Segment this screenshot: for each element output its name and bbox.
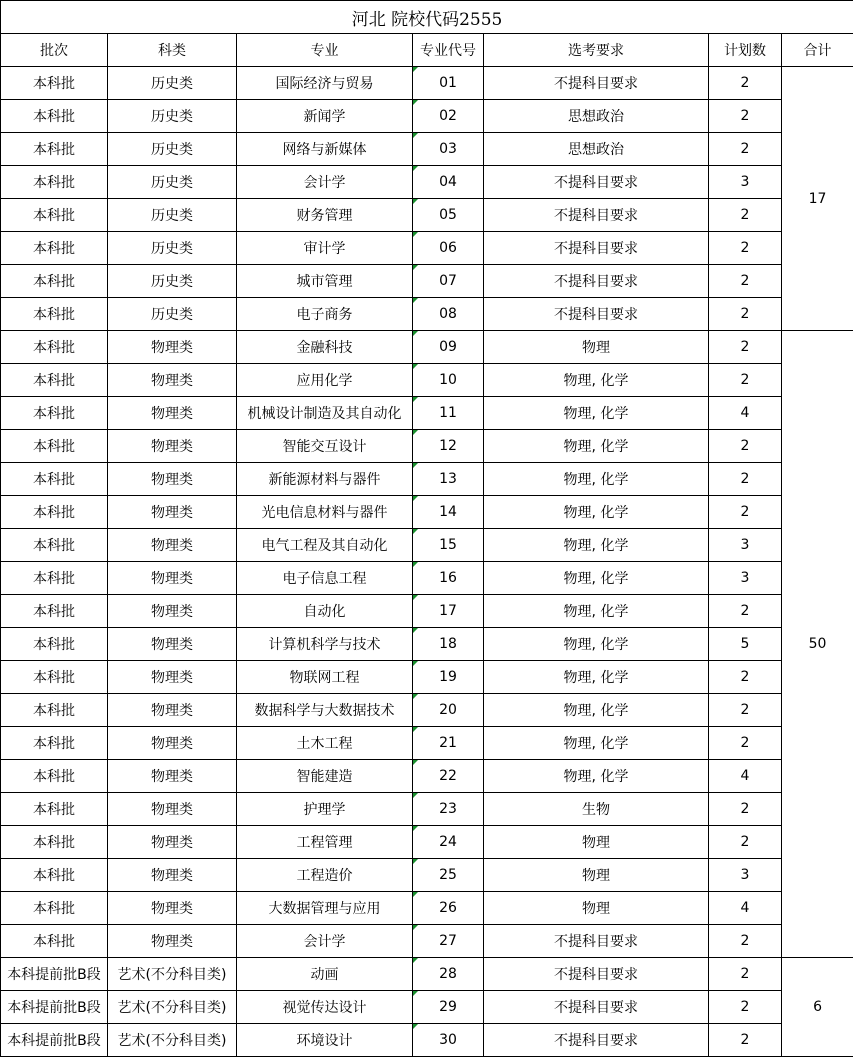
header-row [1, 34, 853, 67]
major-cell: 计算机科学与技术 [237, 628, 413, 661]
subject-requirement-cell: 不提科目要求 [484, 1024, 709, 1057]
header-category: 科类 [108, 34, 237, 67]
table-row [1, 793, 853, 826]
major-code-cell: 04 [413, 166, 484, 199]
major-code-cell: 03 [413, 133, 484, 166]
subject-requirement-cell: 生物 [484, 793, 709, 826]
subject-requirement-cell: 不提科目要求 [484, 232, 709, 265]
table-row [1, 397, 853, 430]
subject-requirement-cell: 物理, 化学 [484, 562, 709, 595]
plan-count-cell: 2 [709, 430, 782, 463]
major-code-cell: 21 [413, 727, 484, 760]
plan-count-cell: 2 [709, 67, 782, 100]
major-code-cell: 28 [413, 958, 484, 991]
major-cell: 新闻学 [237, 100, 413, 133]
category-cell: 物理类 [108, 496, 237, 529]
major-code-cell: 10 [413, 364, 484, 397]
major-code-cell: 26 [413, 892, 484, 925]
plan-count-cell: 2 [709, 265, 782, 298]
major-code-cell: 19 [413, 661, 484, 694]
category-cell: 物理类 [108, 760, 237, 793]
subject-requirement-cell: 物理, 化学 [484, 463, 709, 496]
table-row [1, 199, 853, 232]
category-cell: 历史类 [108, 166, 237, 199]
category-cell: 物理类 [108, 463, 237, 496]
batch-cell: 本科批 [1, 166, 108, 199]
major-code-cell: 12 [413, 430, 484, 463]
table-row [1, 760, 853, 793]
category-cell: 历史类 [108, 100, 237, 133]
batch-cell: 本科批 [1, 331, 108, 364]
plan-count-cell: 2 [709, 133, 782, 166]
subject-requirement-cell: 思想政治 [484, 133, 709, 166]
batch-cell: 本科批 [1, 265, 108, 298]
major-cell: 工程造价 [237, 859, 413, 892]
category-cell: 历史类 [108, 232, 237, 265]
major-cell: 智能建造 [237, 760, 413, 793]
plan-count-cell: 2 [709, 991, 782, 1024]
batch-cell: 本科批 [1, 760, 108, 793]
major-cell: 工程管理 [237, 826, 413, 859]
batch-cell: 本科提前批B段 [1, 991, 108, 1024]
plan-count-cell: 2 [709, 232, 782, 265]
plan-count-cell: 2 [709, 793, 782, 826]
table-row [1, 694, 853, 727]
major-code-cell: 02 [413, 100, 484, 133]
category-cell: 物理类 [108, 529, 237, 562]
category-cell: 物理类 [108, 925, 237, 958]
category-cell: 艺术(不分科目类) [108, 958, 237, 991]
major-code-cell: 22 [413, 760, 484, 793]
batch-cell: 本科批 [1, 628, 108, 661]
plan-count-cell: 4 [709, 892, 782, 925]
plan-count-cell: 2 [709, 463, 782, 496]
category-cell: 艺术(不分科目类) [108, 1024, 237, 1057]
table-row [1, 430, 853, 463]
category-cell: 历史类 [108, 298, 237, 331]
table-row [1, 463, 853, 496]
plan-count-cell: 2 [709, 100, 782, 133]
category-cell: 艺术(不分科目类) [108, 991, 237, 1024]
subject-requirement-cell: 物理, 化学 [484, 364, 709, 397]
major-code-cell: 01 [413, 67, 484, 100]
table-row [1, 925, 853, 958]
table-row [1, 661, 853, 694]
subject-requirement-cell: 物理, 化学 [484, 430, 709, 463]
subject-requirement-cell: 物理 [484, 331, 709, 364]
major-code-cell: 30 [413, 1024, 484, 1057]
table-row [1, 265, 853, 298]
plan-count-cell: 2 [709, 595, 782, 628]
major-code-cell: 27 [413, 925, 484, 958]
major-cell: 机械设计制造及其自动化 [237, 397, 413, 430]
subject-requirement-cell: 不提科目要求 [484, 298, 709, 331]
major-cell: 智能交互设计 [237, 430, 413, 463]
table-row [1, 67, 853, 100]
plan-count-cell: 2 [709, 694, 782, 727]
table-row [1, 1024, 853, 1057]
subject-requirement-cell: 思想政治 [484, 100, 709, 133]
category-cell: 物理类 [108, 628, 237, 661]
major-code-cell: 09 [413, 331, 484, 364]
major-code-cell: 07 [413, 265, 484, 298]
subject-requirement-cell: 物理, 化学 [484, 628, 709, 661]
batch-cell: 本科批 [1, 463, 108, 496]
subject-requirement-cell: 不提科目要求 [484, 199, 709, 232]
subject-requirement-cell: 物理, 化学 [484, 694, 709, 727]
category-cell: 物理类 [108, 892, 237, 925]
header-major-code: 专业代号 [413, 34, 484, 67]
subject-requirement-cell: 物理, 化学 [484, 397, 709, 430]
batch-cell: 本科批 [1, 529, 108, 562]
batch-cell: 本科批 [1, 133, 108, 166]
table-row [1, 133, 853, 166]
plan-count-cell: 4 [709, 397, 782, 430]
header-subject-requirement: 选考要求 [484, 34, 709, 67]
major-code-cell: 29 [413, 991, 484, 1024]
category-cell: 物理类 [108, 397, 237, 430]
major-cell: 大数据管理与应用 [237, 892, 413, 925]
plan-count-cell: 2 [709, 199, 782, 232]
table-row [1, 562, 853, 595]
table-row [1, 232, 853, 265]
major-cell: 新能源材料与器件 [237, 463, 413, 496]
plan-count-cell: 2 [709, 727, 782, 760]
subject-requirement-cell: 物理, 化学 [484, 529, 709, 562]
batch-cell: 本科批 [1, 661, 108, 694]
plan-count-cell: 2 [709, 364, 782, 397]
batch-cell: 本科提前批B段 [1, 958, 108, 991]
major-code-cell: 05 [413, 199, 484, 232]
category-cell: 物理类 [108, 826, 237, 859]
table-row [1, 727, 853, 760]
batch-cell: 本科批 [1, 694, 108, 727]
subject-requirement-cell: 物理, 化学 [484, 595, 709, 628]
subject-requirement-cell: 物理 [484, 892, 709, 925]
major-code-cell: 17 [413, 595, 484, 628]
batch-cell: 本科批 [1, 298, 108, 331]
batch-cell: 本科批 [1, 496, 108, 529]
major-cell: 会计学 [237, 925, 413, 958]
table-row [1, 364, 853, 397]
table-row [1, 595, 853, 628]
subject-requirement-cell: 不提科目要求 [484, 67, 709, 100]
batch-cell: 本科批 [1, 232, 108, 265]
table-row [1, 298, 853, 331]
category-cell: 物理类 [108, 331, 237, 364]
header-plan-count: 计划数 [709, 34, 782, 67]
table-row [1, 331, 853, 364]
plan-count-cell: 2 [709, 661, 782, 694]
batch-cell: 本科批 [1, 727, 108, 760]
batch-cell: 本科批 [1, 364, 108, 397]
major-cell: 护理学 [237, 793, 413, 826]
batch-cell: 本科批 [1, 826, 108, 859]
plan-count-cell: 5 [709, 628, 782, 661]
major-cell: 电气工程及其自动化 [237, 529, 413, 562]
subject-requirement-cell: 不提科目要求 [484, 265, 709, 298]
batch-cell: 本科批 [1, 67, 108, 100]
batch-cell: 本科批 [1, 562, 108, 595]
table-row [1, 892, 853, 925]
batch-cell: 本科批 [1, 100, 108, 133]
plan-count-cell: 2 [709, 298, 782, 331]
major-code-cell: 06 [413, 232, 484, 265]
major-cell: 网络与新媒体 [237, 133, 413, 166]
category-cell: 历史类 [108, 67, 237, 100]
plan-count-cell: 2 [709, 1024, 782, 1057]
major-cell: 视觉传达设计 [237, 991, 413, 1024]
subject-requirement-cell: 不提科目要求 [484, 925, 709, 958]
header-batch: 批次 [1, 34, 108, 67]
plan-count-cell: 4 [709, 760, 782, 793]
group-total-cell: 50 [782, 331, 853, 958]
table-body [1, 67, 853, 1057]
major-cell: 应用化学 [237, 364, 413, 397]
table-row [1, 166, 853, 199]
table-row [1, 958, 853, 991]
category-cell: 历史类 [108, 265, 237, 298]
major-code-cell: 23 [413, 793, 484, 826]
batch-cell: 本科批 [1, 199, 108, 232]
major-cell: 国际经济与贸易 [237, 67, 413, 100]
category-cell: 历史类 [108, 133, 237, 166]
major-cell: 数据科学与大数据技术 [237, 694, 413, 727]
subject-requirement-cell: 物理, 化学 [484, 760, 709, 793]
batch-cell: 本科批 [1, 397, 108, 430]
category-cell: 物理类 [108, 562, 237, 595]
major-code-cell: 14 [413, 496, 484, 529]
table-row [1, 826, 853, 859]
subject-requirement-cell: 物理, 化学 [484, 661, 709, 694]
major-cell: 审计学 [237, 232, 413, 265]
major-code-cell: 11 [413, 397, 484, 430]
major-cell: 光电信息材料与器件 [237, 496, 413, 529]
group-total-cell: 17 [782, 67, 853, 331]
subject-requirement-cell: 不提科目要求 [484, 991, 709, 1024]
plan-count-cell: 2 [709, 925, 782, 958]
plan-count-cell: 3 [709, 562, 782, 595]
major-code-cell: 24 [413, 826, 484, 859]
table-row [1, 496, 853, 529]
major-cell: 会计学 [237, 166, 413, 199]
plan-count-cell: 2 [709, 958, 782, 991]
plan-count-cell: 3 [709, 529, 782, 562]
table-row [1, 859, 853, 892]
subject-requirement-cell: 物理, 化学 [484, 496, 709, 529]
table-row [1, 628, 853, 661]
plan-count-cell: 2 [709, 331, 782, 364]
title-row [1, 1, 853, 34]
category-cell: 物理类 [108, 595, 237, 628]
major-cell: 电子商务 [237, 298, 413, 331]
category-cell: 物理类 [108, 364, 237, 397]
subject-requirement-cell: 物理, 化学 [484, 727, 709, 760]
table-row [1, 100, 853, 133]
batch-cell: 本科批 [1, 793, 108, 826]
major-code-cell: 25 [413, 859, 484, 892]
major-code-cell: 15 [413, 529, 484, 562]
batch-cell: 本科批 [1, 595, 108, 628]
major-cell: 电子信息工程 [237, 562, 413, 595]
major-code-cell: 08 [413, 298, 484, 331]
plan-count-cell: 2 [709, 826, 782, 859]
major-code-cell: 20 [413, 694, 484, 727]
major-cell: 动画 [237, 958, 413, 991]
plan-count-cell: 3 [709, 166, 782, 199]
subject-requirement-cell: 不提科目要求 [484, 166, 709, 199]
category-cell: 物理类 [108, 694, 237, 727]
major-cell: 自动化 [237, 595, 413, 628]
subject-requirement-cell: 物理 [484, 826, 709, 859]
major-cell: 城市管理 [237, 265, 413, 298]
category-cell: 物理类 [108, 793, 237, 826]
category-cell: 物理类 [108, 430, 237, 463]
category-cell: 物理类 [108, 859, 237, 892]
table-title: 河北 院校代码2555 [1, 1, 853, 34]
major-cell: 物联网工程 [237, 661, 413, 694]
batch-cell: 本科提前批B段 [1, 1024, 108, 1057]
batch-cell: 本科批 [1, 430, 108, 463]
major-cell: 土木工程 [237, 727, 413, 760]
subject-requirement-cell: 物理 [484, 859, 709, 892]
table-row [1, 991, 853, 1024]
major-cell: 金融科技 [237, 331, 413, 364]
major-cell: 环境设计 [237, 1024, 413, 1057]
header-major: 专业 [237, 34, 413, 67]
major-code-cell: 18 [413, 628, 484, 661]
category-cell: 历史类 [108, 199, 237, 232]
major-cell: 财务管理 [237, 199, 413, 232]
plan-count-cell: 2 [709, 496, 782, 529]
table-row [1, 529, 853, 562]
header-total: 合计 [782, 34, 853, 67]
batch-cell: 本科批 [1, 892, 108, 925]
category-cell: 物理类 [108, 661, 237, 694]
group-total-cell: 6 [782, 958, 853, 1057]
batch-cell: 本科批 [1, 925, 108, 958]
category-cell: 物理类 [108, 727, 237, 760]
major-code-cell: 13 [413, 463, 484, 496]
plan-count-cell: 3 [709, 859, 782, 892]
major-code-cell: 16 [413, 562, 484, 595]
subject-requirement-cell: 不提科目要求 [484, 958, 709, 991]
batch-cell: 本科批 [1, 859, 108, 892]
